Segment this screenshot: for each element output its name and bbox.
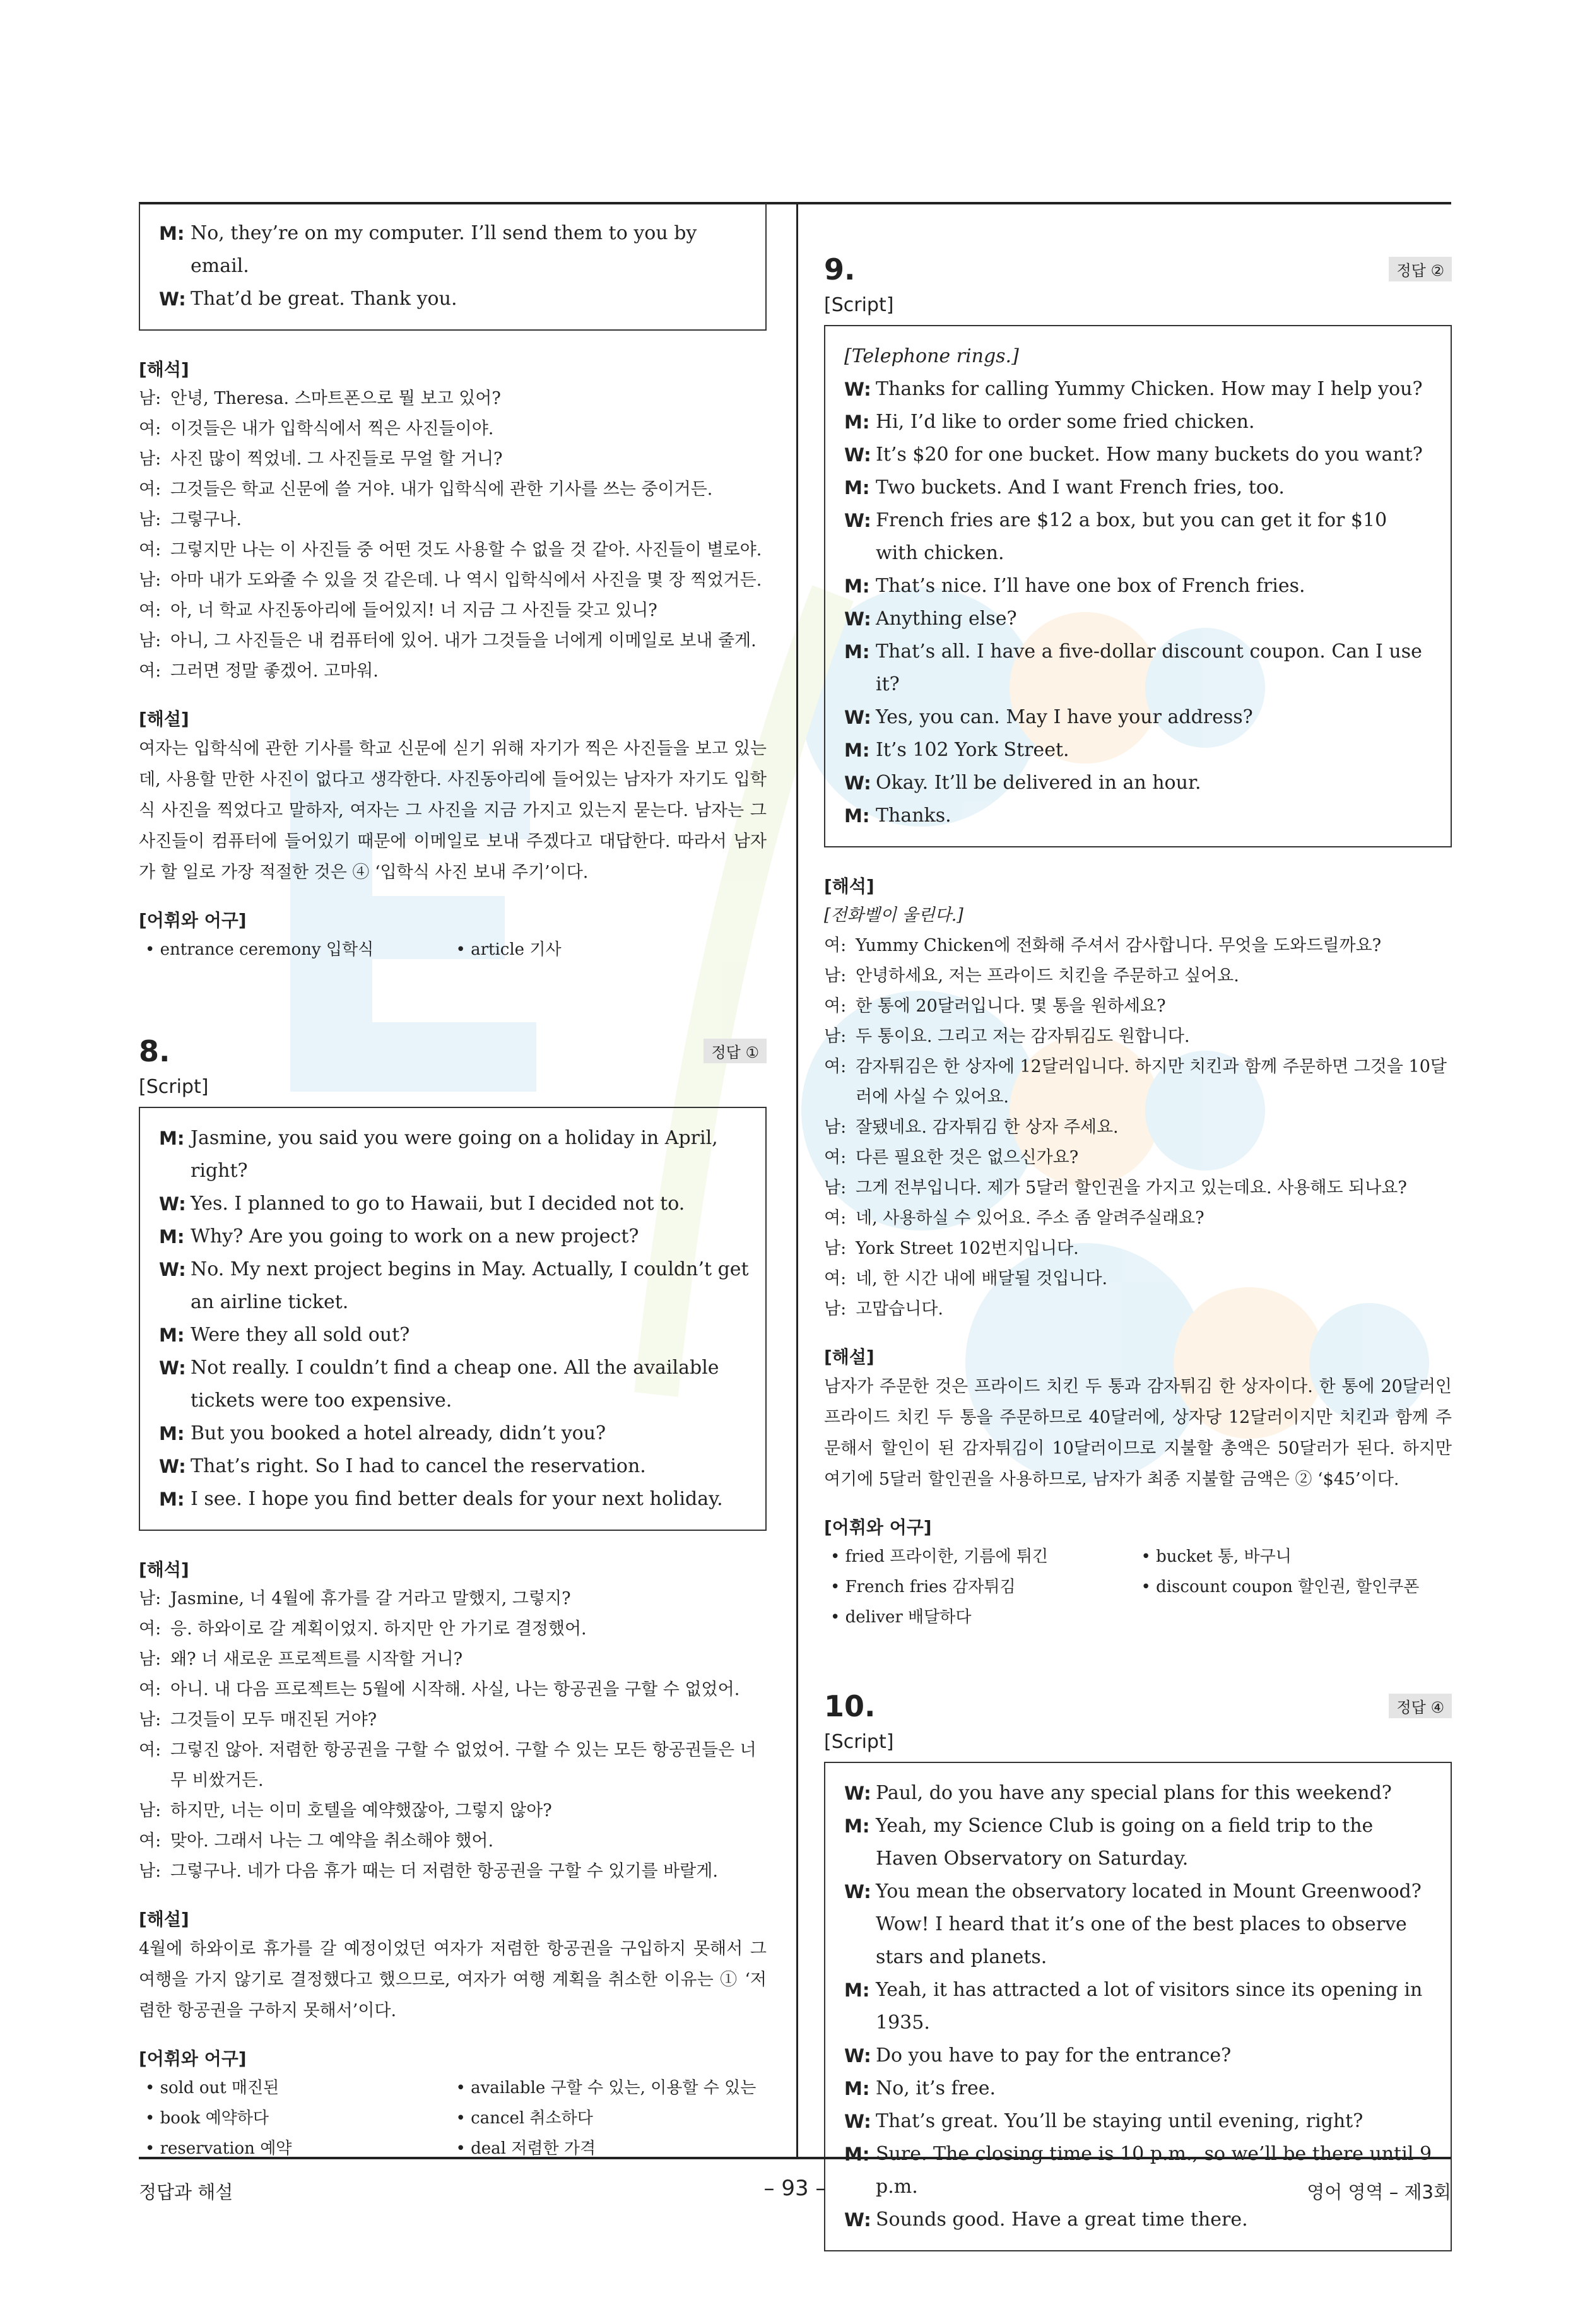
utterance: 아니. 내 다음 프로젝트는 5월에 시작해. 사실, 나는 항공권을 구할 수 없었어. bbox=[170, 1680, 740, 1699]
question-number: 8. bbox=[139, 1034, 170, 1068]
utterance: 아마 내가 도와줄 수 있을 것 같은데. 나 역시 입학식에서 사진을 몇 장 찍었거든. bbox=[170, 570, 762, 590]
translation-line bbox=[824, 991, 1452, 1022]
utterance: 안녕, Theresa. 스마트폰으로 뭘 보고 있어? bbox=[170, 389, 501, 408]
utterance: 그렇지만 나는 이 사진들 중 어떤 것도 사용할 수 없을 것 같아. 사진들이 별로야. bbox=[170, 540, 762, 560]
footer-subject: 영어 영역 – 제3회 bbox=[1307, 2181, 1451, 2203]
speaker: M: bbox=[159, 1128, 185, 1149]
utterance: 고맙습니다. bbox=[856, 1299, 943, 1319]
speaker: 여: bbox=[139, 1831, 162, 1851]
speaker: M: bbox=[159, 1324, 185, 1346]
utterance: 그러면 정말 좋겠어. 고마워. bbox=[170, 661, 379, 681]
q7-explanation: 여자는 입학식에 관한 기사를 학교 신문에 싣기 위해 자기가 찍은 사진들을 보고 있는데, 사용할 만한 사진이 없다고 생각한다. 사진동아리에 들어있는 남자가 자기도 입학식 사진을 찍었다고 말하자, 여자는 그 사진을 지금 가지고 있는지 묻는다. 남자는 그 사진들이 컴퓨터에 들어있기 때문에 이메일로 보내 주겠다고 대답한다. 따라서 남자가 할 일로 가장 적절한 것은 ④ ‘입학식 사진 보내 주기’이다. bbox=[139, 739, 767, 882]
utterance: 두 통이요. 그리고 저는 감자튀김도 원합니다. bbox=[856, 1027, 1190, 1046]
speaker: W: bbox=[844, 2209, 871, 2231]
vocab-item: • discount coupon 할인권, 할인쿠폰 bbox=[1141, 1578, 1420, 1596]
translation-line bbox=[139, 414, 767, 444]
speaker: W: bbox=[844, 707, 871, 728]
question-number: 10. bbox=[824, 1689, 876, 1723]
translation-line bbox=[139, 656, 767, 687]
utterance: Yes, you can. May I have your address? bbox=[876, 706, 1253, 728]
speaker: 남: bbox=[139, 1801, 162, 1820]
q9-script-box bbox=[824, 325, 1452, 847]
translation-line bbox=[139, 1644, 767, 1675]
vocab-item: • book 예약하다 bbox=[145, 2109, 269, 2128]
script-line bbox=[844, 406, 1434, 439]
q9-explanation-heading: [해설] bbox=[824, 1347, 874, 1367]
speaker: 남: bbox=[824, 1239, 847, 1258]
answer-badge: 정답 ② bbox=[1389, 257, 1452, 281]
script-label: [Script] bbox=[824, 294, 894, 316]
utterance: But you booked a hotel already, didn’t you? bbox=[191, 1422, 606, 1444]
vocab-item: • entrance ceremony 입학식 bbox=[145, 940, 374, 959]
speaker: W: bbox=[159, 1456, 186, 1477]
speaker: 여: bbox=[139, 419, 162, 439]
q10-header bbox=[824, 1689, 1452, 1723]
question-number: 9. bbox=[824, 252, 856, 286]
script-line bbox=[844, 767, 1434, 799]
script-line bbox=[844, 2039, 1434, 2072]
script-line bbox=[844, 2203, 1434, 2236]
utterance: Hi, I’d like to order some fried chicken. bbox=[876, 411, 1255, 433]
translation-line bbox=[824, 961, 1452, 991]
speaker: 여: bbox=[139, 601, 162, 620]
script-line bbox=[844, 635, 1434, 701]
speaker: M: bbox=[844, 575, 870, 597]
speaker: 남: bbox=[824, 1027, 847, 1046]
speaker: M: bbox=[844, 2078, 870, 2099]
vocab-item: • cancel 취소하다 bbox=[456, 2109, 593, 2128]
bottom-rule bbox=[139, 2157, 1451, 2159]
left-column bbox=[139, 203, 767, 2164]
speaker: 남: bbox=[824, 966, 847, 986]
speaker: W: bbox=[844, 444, 871, 466]
q8-translation-heading: [해석] bbox=[139, 1559, 189, 1580]
script-line bbox=[159, 1417, 749, 1450]
speaker: W: bbox=[844, 2111, 871, 2132]
utterance: 다른 필요한 것은 없으신가요? bbox=[856, 1148, 1079, 1167]
speaker: 남: bbox=[824, 1178, 847, 1198]
speaker: 남: bbox=[139, 1710, 162, 1730]
script-line bbox=[159, 1352, 749, 1417]
utterance: 아니, 그 사진들은 내 컴퓨터에 있어. 내가 그것들을 너에게 이메일로 보내 줄게. bbox=[170, 631, 757, 651]
translation-line bbox=[139, 1705, 767, 1735]
utterance: 한 통에 20달러입니다. 몇 통을 원하세요? bbox=[856, 996, 1166, 1016]
translation-line bbox=[139, 1856, 767, 1887]
vocab-item: • article 기사 bbox=[456, 940, 562, 959]
speaker: 여: bbox=[139, 1740, 162, 1760]
q8-header bbox=[139, 1034, 767, 1068]
speaker: 여: bbox=[139, 1619, 162, 1639]
utterance: 그렇진 않아. 저렴한 항공권을 구할 수 없었어. 구할 수 있는 모든 항공권들은 너무 비쌌거든. bbox=[170, 1740, 757, 1790]
utterance: Yes. I planned to go to Hawaii, but I decided not to. bbox=[191, 1193, 685, 1215]
utterance: Sure. The closing time is 10 p.m., so we’ll be there until 9 p.m. bbox=[876, 2143, 1432, 2198]
speaker: W: bbox=[844, 608, 871, 630]
utterance: Thanks. bbox=[876, 805, 951, 827]
script-line bbox=[844, 1810, 1434, 1875]
q8-explanation: 4월에 하와이로 휴가를 갈 예정이었던 여자가 저렴한 항공권을 구입하지 못해서 그 여행을 가지 않기로 결정했다고 했으므로, 여자가 여행 계획을 취소한 이유는 ① ‘저렴한 항공권을 구하지 못해서’이다. bbox=[139, 1939, 767, 2020]
translation-line bbox=[824, 1022, 1452, 1052]
script-line bbox=[159, 1188, 749, 1220]
speaker: 남: bbox=[139, 449, 162, 469]
right-column bbox=[824, 203, 1452, 2251]
utterance: 그것들이 모두 매진된 거야? bbox=[170, 1710, 377, 1730]
utterance: You mean the observatory located in Mount Greenwood? Wow! I heard that it’s one of the best places to observe stars and planets. bbox=[876, 1880, 1422, 1968]
speaker: W: bbox=[844, 1783, 871, 1804]
q9-translation bbox=[824, 900, 1452, 1324]
utterance: Jasmine, 너 4월에 휴가를 갈 거라고 말했지, 그렇지? bbox=[170, 1589, 571, 1608]
translation-line bbox=[139, 596, 767, 626]
q8-vocab-heading: [어휘와 어구] bbox=[139, 2048, 247, 2069]
script-line bbox=[844, 701, 1434, 734]
utterance: That’s nice. I’ll have one box of French fries. bbox=[876, 575, 1305, 597]
utterance: Why? Are you going to work on a new project? bbox=[191, 1225, 639, 1248]
q8-explanation-heading: [해설] bbox=[139, 1909, 189, 1930]
speaker: 여: bbox=[139, 480, 162, 499]
translation-line bbox=[139, 1826, 767, 1856]
utterance: French fries are $12 a box, but you can get it for $10 with chicken. bbox=[876, 509, 1387, 564]
utterance: Were they all sold out? bbox=[191, 1324, 410, 1346]
vocab-item: • reservation 예약 bbox=[145, 2139, 292, 2158]
utterance: Do you have to pay for the entrance? bbox=[876, 2044, 1232, 2067]
utterance: 네, 사용하실 수 있어요. 주소 좀 알려주실래요? bbox=[856, 1208, 1204, 1228]
utterance: That’s great. You’ll be staying until evening, right? bbox=[876, 2110, 1363, 2132]
script-line bbox=[844, 2105, 1434, 2138]
translation-line bbox=[824, 1203, 1452, 1234]
stage-direction: [전화벨이 울린다.] bbox=[824, 905, 963, 925]
speaker: 여: bbox=[139, 540, 162, 560]
utterance: No. My next project begins in May. Actually, I couldn’t get an airline ticket. bbox=[191, 1258, 749, 1313]
speaker: M: bbox=[159, 1226, 185, 1248]
speaker: 여: bbox=[139, 1680, 162, 1699]
script-line bbox=[844, 1974, 1434, 2039]
translation-line bbox=[139, 626, 767, 656]
speaker: M: bbox=[159, 1423, 185, 1444]
speaker: 남: bbox=[139, 1649, 162, 1669]
script-line bbox=[844, 734, 1434, 767]
q9-vocab bbox=[824, 1542, 1452, 1632]
speaker: 남: bbox=[139, 1861, 162, 1881]
utterance: No, they’re on my computer. I’ll send them to you by email. bbox=[191, 222, 697, 277]
translation-line bbox=[824, 931, 1452, 961]
script-line bbox=[844, 603, 1434, 635]
speaker: M: bbox=[159, 223, 185, 244]
speaker: M: bbox=[844, 1815, 870, 1837]
speaker: 여: bbox=[824, 996, 847, 1016]
speaker: W: bbox=[844, 1881, 871, 1902]
script-line bbox=[844, 799, 1434, 832]
script-line bbox=[844, 504, 1434, 570]
utterance: Not really. I couldn’t find a cheap one. All the available tickets were too expensive. bbox=[191, 1357, 719, 1412]
utterance: 그게 전부입니다. 제가 5달러 할인권을 가지고 있는데요. 사용해도 되나요? bbox=[856, 1178, 1407, 1198]
q7-translation-heading: [해석] bbox=[139, 359, 189, 380]
vocab-item: • sold out 매진된 bbox=[145, 2079, 280, 2097]
speaker: W: bbox=[844, 772, 871, 794]
translation-line bbox=[139, 1735, 767, 1796]
utterance: Okay. It’ll be delivered in an hour. bbox=[876, 772, 1201, 794]
utterance: Yeah, my Science Club is going on a field trip to the Haven Observatory on Saturday. bbox=[876, 1815, 1374, 1870]
utterance: That’s all. I have a five-dollar discount coupon. Can I use it? bbox=[876, 640, 1422, 695]
speaker: 남: bbox=[824, 1299, 847, 1319]
q9-header bbox=[824, 252, 1452, 286]
translation-line bbox=[139, 475, 767, 505]
q9-explanation: 남자가 주문한 것은 프라이드 치킨 두 통과 감자튀김 한 상자이다. 한 통에 20달러인 프라이드 치킨 두 통을 주문하므로 40달러에, 상자당 12달러이지만 치킨과 함께 주문해서 할인이 된 감자튀김이 10달러이므로 지불할 총액은 50달러가 된다. 하지만 여기에 5달러 할인권을 사용하므로, 남자가 최종 지불할 금액은 ② ‘$45’이다. bbox=[824, 1377, 1452, 1489]
translation-line bbox=[824, 1112, 1452, 1143]
translation-line bbox=[824, 1234, 1452, 1264]
translation-line bbox=[139, 565, 767, 596]
utterance: No, it’s free. bbox=[876, 2077, 996, 2099]
utterance: Sounds good. Have a great time there. bbox=[876, 2209, 1248, 2231]
speaker: W: bbox=[844, 2045, 871, 2067]
utterance: Anything else? bbox=[876, 608, 1017, 630]
q8-translation bbox=[139, 1584, 767, 1887]
utterance: 그것들은 학교 신문에 쓸 거야. 내가 입학식에 관한 기사를 쓰는 중이거든. bbox=[170, 480, 713, 499]
utterance: Paul, do you have any special plans for this weekend? bbox=[876, 1782, 1392, 1804]
translation-line bbox=[139, 1614, 767, 1644]
speaker: 여: bbox=[824, 1269, 847, 1289]
script-line bbox=[159, 1483, 749, 1516]
utterance: 감자튀김은 한 상자에 12달러입니다. 하지만 치킨과 함께 주문하면 그것을 10달러에 사실 수 있어요. bbox=[856, 1057, 1447, 1107]
speaker: 여: bbox=[139, 661, 162, 681]
translation-line bbox=[824, 1264, 1452, 1294]
vocab-item: • fried 프라이한, 기름에 튀긴 bbox=[830, 1547, 1049, 1566]
translation-line bbox=[824, 1294, 1452, 1324]
script-label: [Script] bbox=[824, 1731, 894, 1753]
speaker: 남: bbox=[139, 631, 162, 651]
translation-line bbox=[139, 535, 767, 565]
utterance: 맞아. 그래서 나는 그 예약을 취소해야 했어. bbox=[170, 1831, 494, 1851]
vocab-item: • deliver 배달하다 bbox=[830, 1608, 972, 1627]
q8-script-box bbox=[139, 1107, 767, 1531]
utterance: It’s $20 for one bucket. How many buckets do you want? bbox=[876, 444, 1423, 466]
q7-vocab-heading: [어휘와 어구] bbox=[139, 910, 247, 931]
speaker: 남: bbox=[139, 570, 162, 590]
vocab-item: • French fries 감자튀김 bbox=[830, 1578, 1016, 1596]
script-line bbox=[159, 1122, 749, 1188]
utterance: 사진 많이 찍었네. 그 사진들로 무얼 할 거니? bbox=[170, 449, 503, 469]
q9-vocab-heading: [어휘와 어구] bbox=[824, 1517, 932, 1538]
speaker: M: bbox=[844, 740, 870, 761]
utterance: It’s 102 York Street. bbox=[876, 739, 1069, 761]
translation-line bbox=[139, 1584, 767, 1614]
utterance: 안녕하세요, 저는 프라이드 치킨을 주문하고 싶어요. bbox=[856, 966, 1239, 986]
speaker: 남: bbox=[139, 389, 162, 408]
translation-line bbox=[139, 444, 767, 475]
speaker: W: bbox=[844, 379, 871, 400]
script-line bbox=[159, 217, 749, 283]
speaker: 여: bbox=[824, 1057, 847, 1076]
speaker: M: bbox=[844, 641, 870, 663]
utterance: Yummy Chicken에 전화해 주셔서 감사합니다. 무엇을 도와드릴까요? bbox=[856, 936, 1382, 955]
script-line bbox=[844, 2072, 1434, 2105]
q9-translation-heading: [해석] bbox=[824, 876, 874, 897]
speaker: W: bbox=[159, 1357, 186, 1379]
script-line bbox=[844, 373, 1434, 406]
utterance: Yeah, it has attracted a lot of visitors since its opening in 1935. bbox=[876, 1979, 1423, 2034]
utterance: 이것들은 내가 입학식에서 찍은 사진들이야. bbox=[170, 419, 494, 439]
speaker: M: bbox=[844, 1979, 870, 2001]
vocab-item: • deal 저렴한 가격 bbox=[456, 2139, 596, 2158]
script-line bbox=[844, 570, 1434, 603]
page-number: – 93 – bbox=[763, 2176, 827, 2201]
utterance: Jasmine, you said you were going on a holiday in April, right? bbox=[191, 1127, 718, 1182]
vocab-item: • available 구할 수 있는, 이용할 수 있는 bbox=[456, 2079, 757, 2097]
speaker: 남: bbox=[139, 1589, 162, 1608]
utterance: That’s right. So I had to cancel the reservation. bbox=[191, 1455, 646, 1477]
script-label: [Script] bbox=[139, 1076, 209, 1098]
answer-badge: 정답 ① bbox=[704, 1039, 767, 1063]
speaker: W: bbox=[159, 288, 186, 310]
script-line bbox=[844, 1777, 1434, 1810]
q7-script-continuation bbox=[139, 203, 767, 331]
utterance: That’d be great. Thank you. bbox=[191, 288, 457, 310]
translation-line bbox=[139, 505, 767, 535]
speaker: W: bbox=[844, 510, 871, 531]
column-divider bbox=[796, 203, 798, 2157]
translation-line bbox=[824, 1143, 1452, 1173]
translation-line bbox=[139, 1796, 767, 1826]
translation-line bbox=[824, 1052, 1452, 1112]
utterance: 왜? 너 새로운 프로젝트를 시작할 거니? bbox=[170, 1649, 463, 1669]
translation-line bbox=[824, 1173, 1452, 1203]
speaker: W: bbox=[159, 1193, 186, 1215]
utterance: 그렇구나. 네가 다음 휴가 때는 더 저렴한 항공권을 구할 수 있기를 바랄게. bbox=[170, 1861, 718, 1881]
speaker: 여: bbox=[824, 1148, 847, 1167]
script-line bbox=[844, 439, 1434, 471]
script-line bbox=[844, 1875, 1434, 1974]
speaker: M: bbox=[844, 805, 870, 827]
translation-line bbox=[139, 1675, 767, 1705]
speaker: M: bbox=[159, 1489, 185, 1510]
speaker: 남: bbox=[824, 1118, 847, 1137]
utterance: 하지만, 너는 이미 호텔을 예약했잖아, 그렇지 않아? bbox=[170, 1801, 552, 1820]
utterance: 아, 너 학교 사진동아리에 들어있지! 너 지금 그 사진들 갖고 있니? bbox=[170, 601, 657, 620]
script-line bbox=[159, 283, 749, 316]
speaker: M: bbox=[844, 477, 870, 498]
script-line bbox=[844, 471, 1434, 504]
vocab-item: • bucket 통, 바구니 bbox=[1141, 1547, 1292, 1566]
q7-explanation-heading: [해설] bbox=[139, 709, 189, 729]
utterance: 응. 하와이로 갈 계획이었지. 하지만 안 가기로 결정했어. bbox=[170, 1619, 587, 1639]
answer-badge: 정답 ④ bbox=[1389, 1694, 1452, 1718]
speaker: M: bbox=[844, 411, 870, 433]
speaker: 남: bbox=[139, 510, 162, 529]
footer-section-title: 정답과 해설 bbox=[139, 2181, 233, 2203]
utterance: 네, 한 시간 내에 배달될 것입니다. bbox=[856, 1269, 1108, 1289]
speaker: M: bbox=[844, 2144, 870, 2165]
translation-line bbox=[139, 384, 767, 414]
utterance: 그렇구나. bbox=[170, 510, 242, 529]
speaker: 여: bbox=[824, 1208, 847, 1228]
utterance: 잘됐네요. 감자튀김 한 상자 주세요. bbox=[856, 1118, 1119, 1137]
utterance: I see. I hope you find better deals for your next holiday. bbox=[191, 1488, 723, 1510]
utterance: Thanks for calling Yummy Chicken. How may I help you? bbox=[876, 378, 1423, 400]
utterance: York Street 102번지입니다. bbox=[856, 1239, 1079, 1258]
q8-vocab bbox=[139, 2073, 767, 2164]
utterance: Two buckets. And I want French fries, too. bbox=[876, 476, 1285, 498]
q7-vocab bbox=[139, 935, 767, 965]
script-line bbox=[159, 1220, 749, 1253]
speaker: W: bbox=[159, 1259, 186, 1280]
speaker: 여: bbox=[824, 936, 847, 955]
q7-translation bbox=[139, 384, 767, 687]
stage-direction: [Telephone rings.] bbox=[844, 345, 1019, 367]
script-line bbox=[159, 1450, 749, 1483]
script-line bbox=[159, 1319, 749, 1352]
script-line bbox=[159, 1253, 749, 1319]
